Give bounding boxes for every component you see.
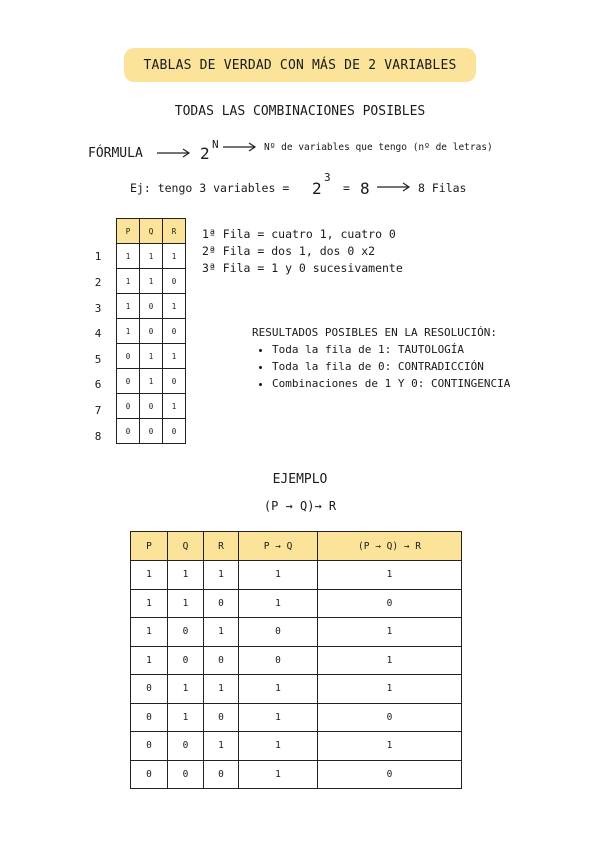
example-result: 8	[360, 179, 370, 198]
table-cell: 0	[140, 394, 163, 419]
table-cell: 1	[168, 703, 204, 732]
table-cell: 0	[204, 589, 239, 618]
table-cell: 1	[204, 732, 239, 761]
table-cell: 1	[140, 369, 163, 394]
table-cell: 0	[117, 344, 140, 369]
arrow-right-icon	[156, 147, 192, 159]
table-row	[131, 675, 462, 704]
header-cell: R	[163, 219, 186, 244]
table-cell: 1	[318, 732, 462, 761]
table-cell: 1	[163, 344, 186, 369]
table-row	[117, 394, 186, 419]
table-cell: 1	[131, 618, 168, 647]
table-cell: 0	[131, 675, 168, 704]
table-cell: 1	[163, 294, 186, 319]
page-title-text: TABLAS DE VERDAD CON MÁS DE 2 VARIABLES	[143, 57, 457, 73]
table-cell: 0	[117, 369, 140, 394]
arrow-right-icon	[376, 181, 412, 193]
table-row	[131, 703, 462, 732]
table-cell: 0	[204, 760, 239, 789]
table-cell: 0	[163, 319, 186, 344]
list-item: • Combinaciones de 1 Y 0: CONTINGENCIA	[272, 375, 510, 392]
example-equals: =	[343, 181, 350, 195]
table-row	[131, 732, 462, 761]
row-number: 3	[94, 302, 102, 315]
table-cell: 0	[168, 646, 204, 675]
table-cell: 1	[168, 675, 204, 704]
table-cell: 0	[163, 419, 186, 444]
header-cell: P → Q	[239, 532, 318, 561]
table-cell: 1	[239, 732, 318, 761]
table-row	[117, 269, 186, 294]
table-cell: 1	[131, 589, 168, 618]
example-exponent: 3	[324, 171, 331, 184]
results-list	[252, 341, 510, 392]
example-table	[130, 531, 462, 789]
table-cell: 1	[204, 675, 239, 704]
table-row	[117, 294, 186, 319]
header-cell: R	[204, 532, 239, 561]
table-row	[117, 419, 186, 444]
table-cell: 0	[318, 760, 462, 789]
table-row	[131, 618, 462, 647]
table-cell: 1	[239, 760, 318, 789]
table-cell: 1	[117, 244, 140, 269]
example-text: Ej: tengo 3 variables =	[130, 181, 290, 195]
table-cell: 1	[318, 646, 462, 675]
table-cell: 0	[239, 618, 318, 647]
table-cell: 0	[117, 394, 140, 419]
table-header-row	[117, 219, 186, 244]
table-cell: 0	[204, 703, 239, 732]
table-cell: 0	[140, 419, 163, 444]
table-row	[117, 344, 186, 369]
table-cell: 1	[239, 561, 318, 590]
table-cell: 1	[140, 244, 163, 269]
arrow-right-icon	[222, 141, 258, 153]
rule-line: 1ª Fila = cuatro 1, cuatro 0	[202, 227, 396, 241]
table-cell: 0	[168, 760, 204, 789]
table-cell: 1	[117, 294, 140, 319]
table-cell: 0	[163, 369, 186, 394]
formula-base: 2	[200, 144, 210, 163]
table-cell: 0	[131, 732, 168, 761]
table-row	[131, 646, 462, 675]
table-cell: 0	[168, 732, 204, 761]
header-cell: (P → Q) → R	[318, 532, 462, 561]
example-base: 2	[312, 179, 322, 198]
table-row	[131, 561, 462, 590]
row-number: 2	[94, 276, 102, 289]
header-cell: P	[131, 532, 168, 561]
table-cell: 1	[239, 675, 318, 704]
table-cell: 1	[163, 394, 186, 419]
table-cell: 1	[318, 618, 462, 647]
table-cell: 0	[131, 703, 168, 732]
results-section	[252, 324, 510, 392]
table-cell: 1	[204, 618, 239, 647]
table-cell: 1	[168, 561, 204, 590]
row-number: 1	[94, 250, 102, 263]
table-cell: 0	[117, 419, 140, 444]
table-cell: 1	[204, 561, 239, 590]
table-cell: 0	[239, 646, 318, 675]
table-row	[117, 244, 186, 269]
table-cell: 1	[163, 244, 186, 269]
table-cell: 1	[239, 703, 318, 732]
table-cell: 1	[318, 561, 462, 590]
header-cell: P	[117, 219, 140, 244]
table-cell: 1	[318, 675, 462, 704]
header-cell: Q	[140, 219, 163, 244]
table-cell: 0	[131, 760, 168, 789]
list-item: • Toda la fila de 1: TAUTOLOGÍA	[272, 341, 510, 358]
table-cell: 1	[168, 589, 204, 618]
table-row	[131, 589, 462, 618]
row-number: 7	[94, 404, 102, 417]
row-number: 8	[94, 430, 102, 443]
results-heading: RESULTADOS POSIBLES EN LA RESOLUCIÓN:	[252, 326, 498, 339]
table-row	[131, 760, 462, 789]
formula-label: FÓRMULA	[88, 146, 143, 161]
page-title	[124, 48, 476, 82]
example-expression: (P → Q)→ R	[263, 499, 337, 513]
table-header-row	[131, 532, 462, 561]
table-row	[117, 319, 186, 344]
table-cell: 0	[163, 269, 186, 294]
formula-note: Nº de variables que tengo (nº de letras)	[264, 142, 493, 153]
row-number: 6	[94, 378, 102, 391]
table-cell: 1	[239, 589, 318, 618]
rule-line: 3ª Fila = 1 y 0 sucesivamente	[202, 261, 403, 275]
table-cell: 1	[140, 344, 163, 369]
table-cell: 1	[131, 646, 168, 675]
table-cell: 0	[318, 703, 462, 732]
list-item: • Toda la fila de 0: CONTRADICCIÓN	[272, 358, 510, 375]
example-heading: EJEMPLO	[272, 472, 328, 487]
table-cell: 1	[117, 269, 140, 294]
table-cell: 0	[318, 589, 462, 618]
combinations-table	[116, 218, 186, 444]
table-cell: 0	[168, 618, 204, 647]
rule-line: 2ª Fila = dos 1, dos 0 x2	[202, 244, 376, 258]
table-cell: 0	[204, 646, 239, 675]
table-cell: 1	[117, 319, 140, 344]
formula-exponent: N	[212, 138, 219, 151]
table-row	[117, 369, 186, 394]
header-cell: Q	[168, 532, 204, 561]
table-cell: 1	[131, 561, 168, 590]
table-cell: 1	[140, 269, 163, 294]
subtitle: TODAS LAS COMBINACIONES POSIBLES	[174, 104, 426, 119]
row-number: 4	[94, 327, 102, 340]
table-cell: 0	[140, 319, 163, 344]
row-number: 5	[94, 353, 102, 366]
example-result-text: 8 Filas	[418, 181, 467, 195]
row-rules	[202, 226, 403, 277]
table-cell: 0	[140, 294, 163, 319]
